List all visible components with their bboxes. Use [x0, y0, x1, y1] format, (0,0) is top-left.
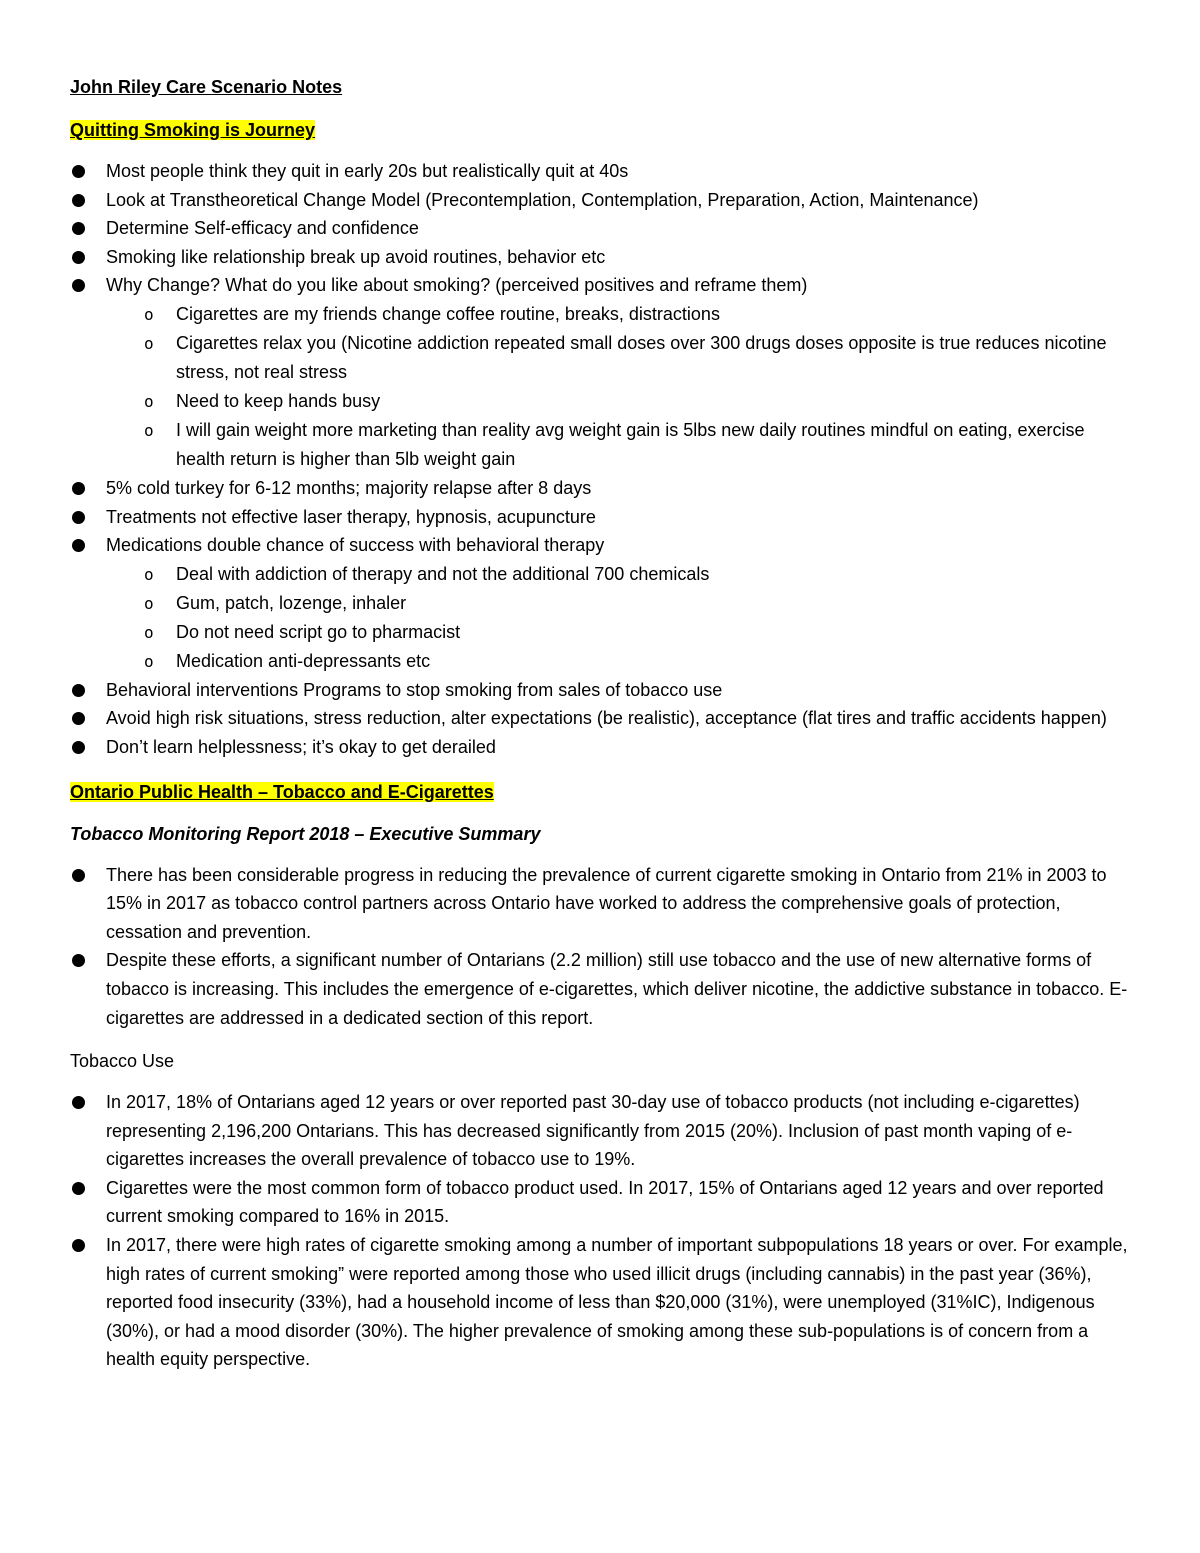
highlighted-heading: Quitting Smoking is Journey [70, 120, 316, 140]
list-item: Smoking like relationship break up avoid routines, behavior etc [70, 243, 1135, 272]
list-item: Most people think they quit in early 20s but realistically quit at 40s [70, 157, 1135, 186]
sub-list-item: o Cigarettes are my friends change coffee routine, breaks, distractions [106, 300, 1135, 329]
tobacco-use-heading: Tobacco Use [70, 1051, 175, 1072]
sub-list-item: o I will gain weight more marketing than reality avg weight gain is 5lbs new daily routines mindful on eating, exercise health return is higher than 5lb weight gain [106, 416, 1135, 474]
list-item: 5% cold turkey for 6-12 months; majority relapse after 8 days [70, 474, 1135, 503]
list-item: Cigarettes were the most common form of tobacco product used. In 2017, 15% of Ontarians aged 12 years and over reported current smoking compared to 16% in 2015. [70, 1174, 1135, 1231]
sub-list-item: o Cigarettes relax you (Nicotine addiction repeated small doses over 300 drugs doses opposite is true reduces nicotine stress, not real stress [106, 329, 1135, 387]
sub-list-item: o Gum, patch, lozenge, inhaler [106, 589, 1135, 618]
document-page [70, 74, 1135, 1374]
list-item: In 2017, 18% of Ontarians aged 12 years or over reported past 30-day use of tobacco products (not including e-cigarettes) representing 2,196,200 Ontarians. This has decreased significantly from 2015 (20%). Inclusion of past month vaping of e-cigarettes increases the overall prevalence of tobacco use to 19%. [70, 1088, 1135, 1174]
list-item: There has been considerable progress in reducing the prevalence of current cigarette smoking in Ontario from 21% in 2003 to 15% in 2017 as tobacco control partners across Ontario have worked to address the comprehensive goals of protection, cessation and prevention. [70, 861, 1135, 947]
list-item [70, 531, 1135, 676]
sub-list-item: o Deal with addiction of therapy and not the additional 700 chemicals [106, 560, 1135, 589]
tobacco-use-list [70, 1088, 1135, 1374]
sub-list [106, 300, 1135, 474]
sub-list-item: o Need to keep hands busy [106, 387, 1135, 416]
list-item: Don’t learn helplessness; it’s okay to get derailed [70, 733, 1135, 762]
sub-list-item: o Do not need script go to pharmacist [106, 618, 1135, 647]
list-item: Despite these efforts, a significant number of Ontarians (2.2 million) still use tobacco and the use of new alternative forms of tobacco is increasing. This includes the emergence of e-cigarettes, which deliver nicotine, the addictive substance in tobacco. E-cigarettes are addressed in a dedicated section of this report. [70, 946, 1135, 1032]
section-heading-ontario [70, 779, 1135, 805]
quitting-smoking-list [70, 157, 1135, 762]
list-item: Behavioral interventions Programs to stop smoking from sales of tobacco use [70, 676, 1135, 705]
highlighted-heading: Ontario Public Health – Tobacco and E-Cigarettes [70, 781, 494, 802]
list-item-text: Why Change? What do you like about smoking? (perceived positives and reframe them) [106, 275, 808, 296]
sub-list-item: o Medication anti-depressants etc [106, 647, 1135, 676]
section-heading-quitting [70, 117, 1135, 143]
list-item: Determine Self-efficacy and confidence [70, 214, 1135, 243]
document-title: John Riley Care Scenario Notes [70, 77, 343, 97]
list-item: Treatments not effective laser therapy, hypnosis, acupuncture [70, 503, 1135, 532]
list-item [70, 271, 1135, 474]
sub-list [106, 560, 1135, 676]
list-item: Avoid high risk situations, stress reduction, alter expectations (be realistic), acceptance (flat tires and traffic accidents happen) [70, 704, 1135, 733]
list-item: In 2017, there were high rates of cigarette smoking among a number of important subpopulations 18 years or over. For example, high rates of current smoking” were reported among those who used illicit drugs (including cannabis) in the past year (36%), reported food insecurity (33%), had a household income of less than $20,000 (31%), were unemployed (31%IC), Indigenous (30%), or had a mood disorder (30%). The higher prevalence of smoking among these sub-populations is of concern from a health equity perspective. [70, 1231, 1135, 1374]
list-item-text: Medications double chance of success with behavioral therapy [106, 535, 605, 556]
list-item: Look at Transtheoretical Change Model (Precontemplation, Contemplation, Preparation, Action, Maintenance) [70, 186, 1135, 215]
report-subheading: Tobacco Monitoring Report 2018 – Executive Summary [70, 823, 541, 844]
executive-summary-list [70, 861, 1135, 1033]
